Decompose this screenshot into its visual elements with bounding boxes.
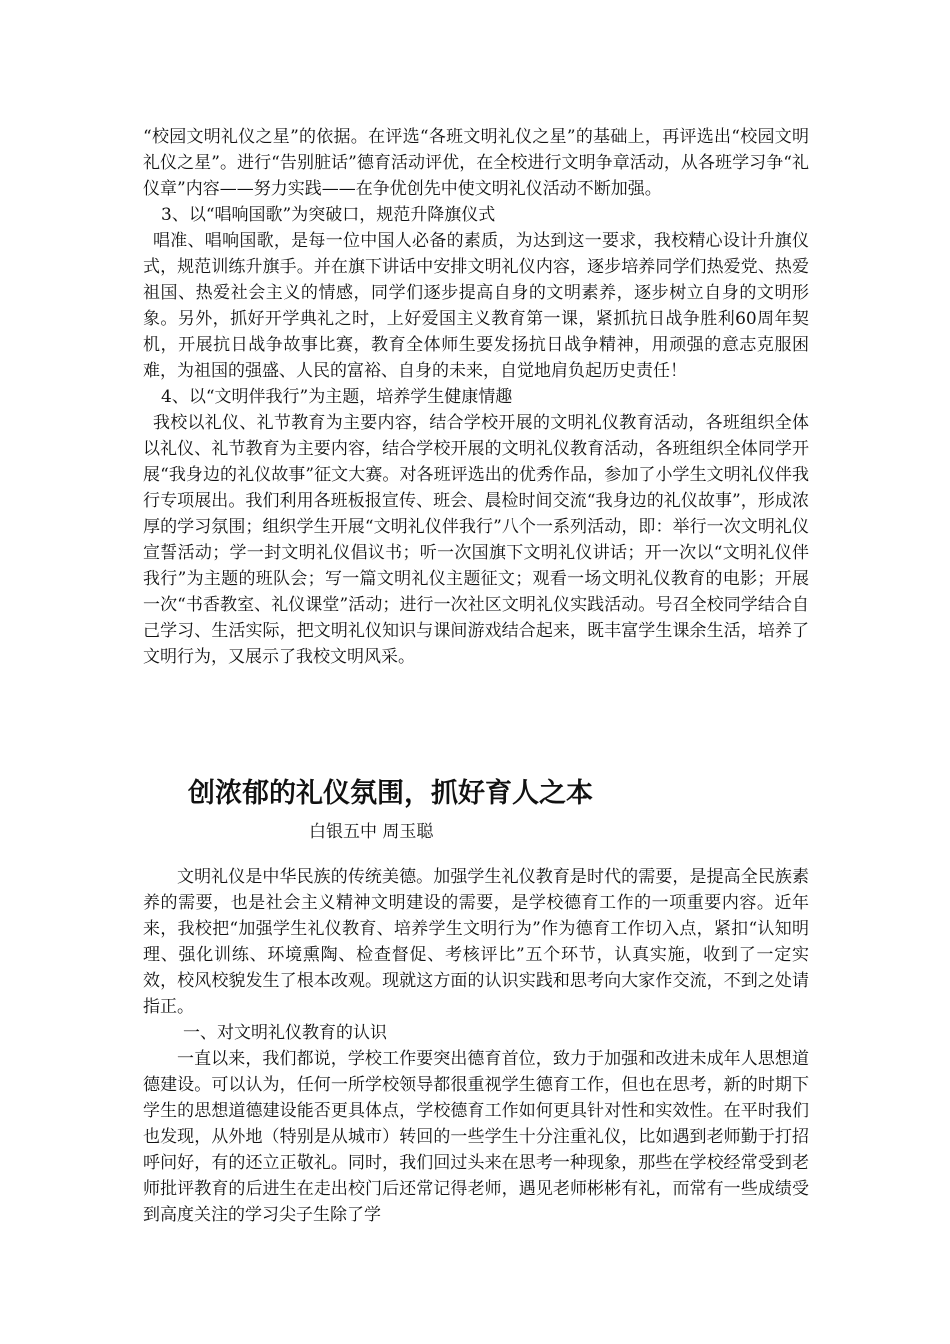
article-title: 创浓郁的礼仪氛围，抓好育人之本 xyxy=(188,778,593,809)
article-byline: 白银五中 周玉聪 xyxy=(309,822,434,842)
paragraph-civility-star: “校园文明礼仪之星”的依据。在评选“各班文明礼仪之星”的基础上，再评选出“校园文明礼仪之星”。进行“告别脏话”德育活动评优，在全校进行文明争章活动，从各班学习争“礼仪章”内容——努力实践——在争优创先中使文明礼仪活动不断加强。 xyxy=(143,127,809,199)
article-body xyxy=(143,864,809,1228)
top-section xyxy=(143,124,809,670)
section-1-title: 一、对文明礼仪教育的认识 xyxy=(183,1023,387,1043)
article-intro: 文明礼仪是中华民族的传统美德。加强学生礼仪教育是时代的需要，是提高全民族素养的需要，也是社会主义精神文明建设的需要，是学校德育工作的一项重要内容。近年来，我校把“加强学生礼仪教育、培养学生文明行为”作为德育工作切入点，紧扣“认知明理、强化训练、环境熏陶、检查督促、考核评比”五个环节，认真实施，收到了一定实效，校风校貌发生了根本改观。现就这方面的认识实践和思考向大家作交流，不到之处请指正。 xyxy=(143,867,809,1017)
section-1-body: 一直以来，我们都说，学校工作要突出德育首位，致力于加强和改进未成年人思想道德建设。可以认为，任何一所学校领导都很重视学生德育工作，但也在思考，新的时期下学生的思想道德建设能否更具体点，学校德育工作如何更具针对性和实效性。在平时我们也发现，从外地（特别是从城市）转回的一些学生十分注重礼仪，比如遇到老师勤于打招呼问好，有的还立正敬礼。同时，我们回过头来在思考一种现象，那些在学校经常受到老师批评教育的后进生在走出校门后还常记得老师，遇见老师彬彬有礼，而常有一些成绩受到高度关注的学习尖子生除了学 xyxy=(143,1049,809,1225)
paragraph-item-4: 我校以礼仪、礼节教育为主要内容，结合学校开展的文明礼仪教育活动，各班组织全体以礼仪、礼节教育为主要内容，结合学校开展的文明礼仪教育活动，各班组织全体同学开展“我身边的礼仪故事”征文大赛。对各班评选出的优秀作品，参加了小学生文明礼仪伴我行专项展出。我们利用各班板报宣传、班会、晨检时间交流“我身边的礼仪故事”，形成浓厚的学习氛围；组织学生开展“文明礼仪伴我行”八个一系列活动，即：举行一次文明礼仪宣誓活动；学一封文明礼仪倡议书；听一次国旗下文明礼仪讲话；开一次以“文明礼仪伴我行”为主题的班队会；写一篇文明礼仪主题征文；观看一场文明礼仪教育的电影；开展一次“书香教室、礼仪课堂”活动；进行一次社区文明礼仪实践活动。号召全校同学结合自己学习、生活实际，把文明礼仪知识与课间游戏结合起来，既丰富学生课余生活，培养了文明行为，又展示了我校文明风采。 xyxy=(143,413,809,667)
paragraph-item-3: 唱准、唱响国歌，是每一位中国人必备的素质，为达到这一要求，我校精心设计升旗仪式，规范训练升旗手。并在旗下讲话中安排文明礼仪内容，逐步培养同学们热爱党、热爱祖国、热爱社会主义的情感，同学们逐步提高自身的文明素养，逐步树立自身的文明形象。另外，抓好开学典礼之时，上好爱国主义教育第一课，紧抓抗日战争胜利60周年契机，开展抗日战争故事比赛，教育全体师生要发扬抗日战争精神，用顽强的意志克服困难，为祖国的强盛、人民的富裕、自身的未来，自觉地肩负起历史责任！ xyxy=(143,231,809,381)
heading-item-4: 4、以“文明伴我行”为主题，培养学生健康情趣 xyxy=(161,387,513,407)
heading-item-3: 3、以“唱响国歌”为突破口，规范升降旗仪式 xyxy=(161,205,496,225)
